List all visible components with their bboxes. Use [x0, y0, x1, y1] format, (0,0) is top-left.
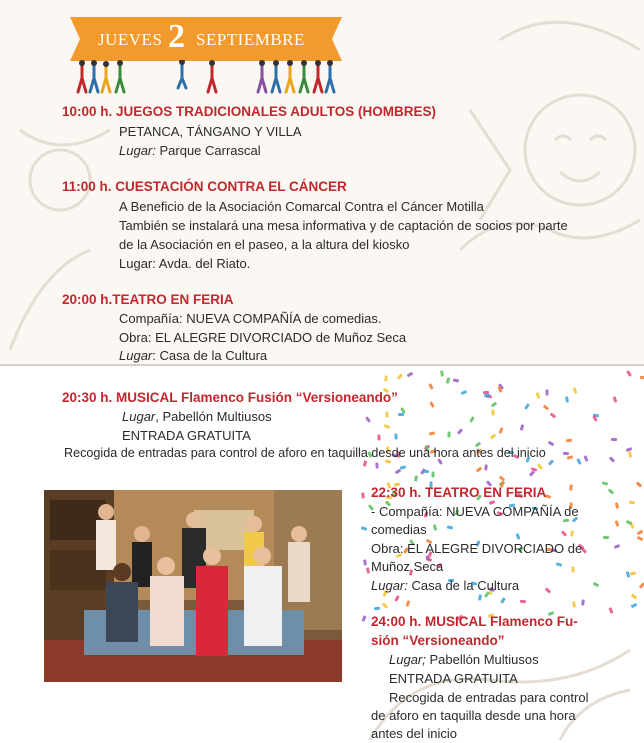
banner-month: SEPTIEMBRE	[196, 30, 305, 49]
place-label: Lugar:	[371, 578, 408, 593]
event-title-cont: sión “Versioneando”	[371, 633, 505, 648]
place-label: Lugar	[122, 409, 156, 424]
event-line: comedias	[371, 522, 427, 537]
event-note: Recogida de entradas para control de aforo en taquilla desde una hora antes del inicio	[64, 446, 546, 460]
event-place	[119, 348, 267, 363]
event-note: de aforo en taquilla desde una hora	[371, 708, 576, 723]
event-place	[389, 652, 539, 667]
event-note: antes del inicio	[371, 726, 457, 741]
event-place	[122, 409, 272, 424]
confetti-piece	[611, 438, 617, 441]
event-title: 10:00 h. JUEGOS TRADICIONALES ADULTOS (HOMBRES)	[62, 104, 437, 119]
event-line: También se instalará una mesa informativa y de captación de socios por parte	[119, 218, 568, 233]
event-title: 24:00 h. MUSICAL Flamenco Fu-	[371, 614, 578, 629]
place-label: Lugar;	[389, 652, 426, 667]
event-note: Recogida de entradas para control	[389, 690, 589, 705]
confetti-piece	[483, 391, 489, 395]
confetti-piece	[422, 469, 428, 473]
place-value: Pabellón Multiusos	[425, 652, 539, 667]
confetti-piece	[569, 484, 573, 490]
place-value: Parque Carrascal	[155, 143, 261, 158]
event-line: PETANCA, TÁNGANO Y VILLA	[119, 124, 302, 139]
doodle-illustration-icon	[440, 0, 644, 300]
confetti-piece	[572, 566, 575, 572]
confetti-piece	[546, 390, 549, 396]
event-line: Lugar: Avda. del Riato.	[119, 256, 251, 271]
event-line: de la Asociación en el paseo, a la altura del kiosko	[119, 237, 410, 252]
event-place	[119, 143, 261, 158]
place-value: Casa de la Cultura	[407, 578, 520, 593]
event-title: 22:30 h. TEATRO EN FERIA	[371, 485, 547, 500]
banner-day: JUEVES	[98, 30, 163, 49]
confetti-piece	[432, 524, 436, 531]
place-label: Lugar:	[119, 143, 156, 158]
banner-day-number: 2	[168, 18, 186, 55]
event-line: Obra: EL ALEGRE DIVORCIADO de	[371, 541, 583, 556]
event-title: 11:00 h. CUESTACIÓN CONTRA EL CÁNCER	[62, 179, 347, 194]
confetti-piece	[603, 536, 609, 539]
event-line: - Compañía: NUEVA COMPAÑÍA de	[371, 504, 579, 519]
event-place	[371, 578, 519, 593]
theatre-cast-photo	[44, 490, 342, 682]
confetti-piece	[385, 411, 388, 417]
confetti-piece	[563, 452, 569, 456]
confetti-piece	[377, 435, 380, 441]
event-line: Compañía: NUEVA COMPAÑÍA de comedias.	[119, 311, 382, 326]
event-line: Muñoz Seca	[371, 559, 444, 574]
confetti-piece	[384, 376, 388, 382]
doodle-flower-icon	[0, 120, 120, 360]
confetti-piece	[629, 500, 635, 504]
place-value: , Pabellón Multiusos	[155, 409, 272, 424]
confetti-piece	[566, 438, 572, 442]
event-line: A Beneficio de la Asociación Comarcal Contra el Cáncer Motilla	[119, 199, 484, 214]
section-divider	[0, 364, 644, 366]
confetti-piece	[639, 375, 644, 378]
theatre-cast-photo-icon	[44, 490, 342, 682]
place-label: Lugar	[119, 348, 153, 363]
event-entry: ENTRADA GRATUITA	[389, 671, 518, 686]
confetti-piece	[432, 471, 435, 477]
event-entry: ENTRADA GRATUITA	[122, 428, 251, 443]
people-figures-icon	[76, 60, 336, 94]
confetti-piece	[374, 606, 380, 610]
event-title: 20:00 h.TEATRO EN FERIA	[62, 292, 234, 307]
confetti-piece	[491, 410, 494, 416]
confetti-piece	[565, 396, 569, 402]
event-line: Obra: EL ALEGRE DIVORCIADO de Muñoz Seca	[119, 330, 407, 345]
place-value: : Casa de la Cultura	[152, 348, 268, 363]
event-title: 20:30 h. MUSICAL Flamenco Fusión “Versioneando”	[62, 390, 398, 405]
